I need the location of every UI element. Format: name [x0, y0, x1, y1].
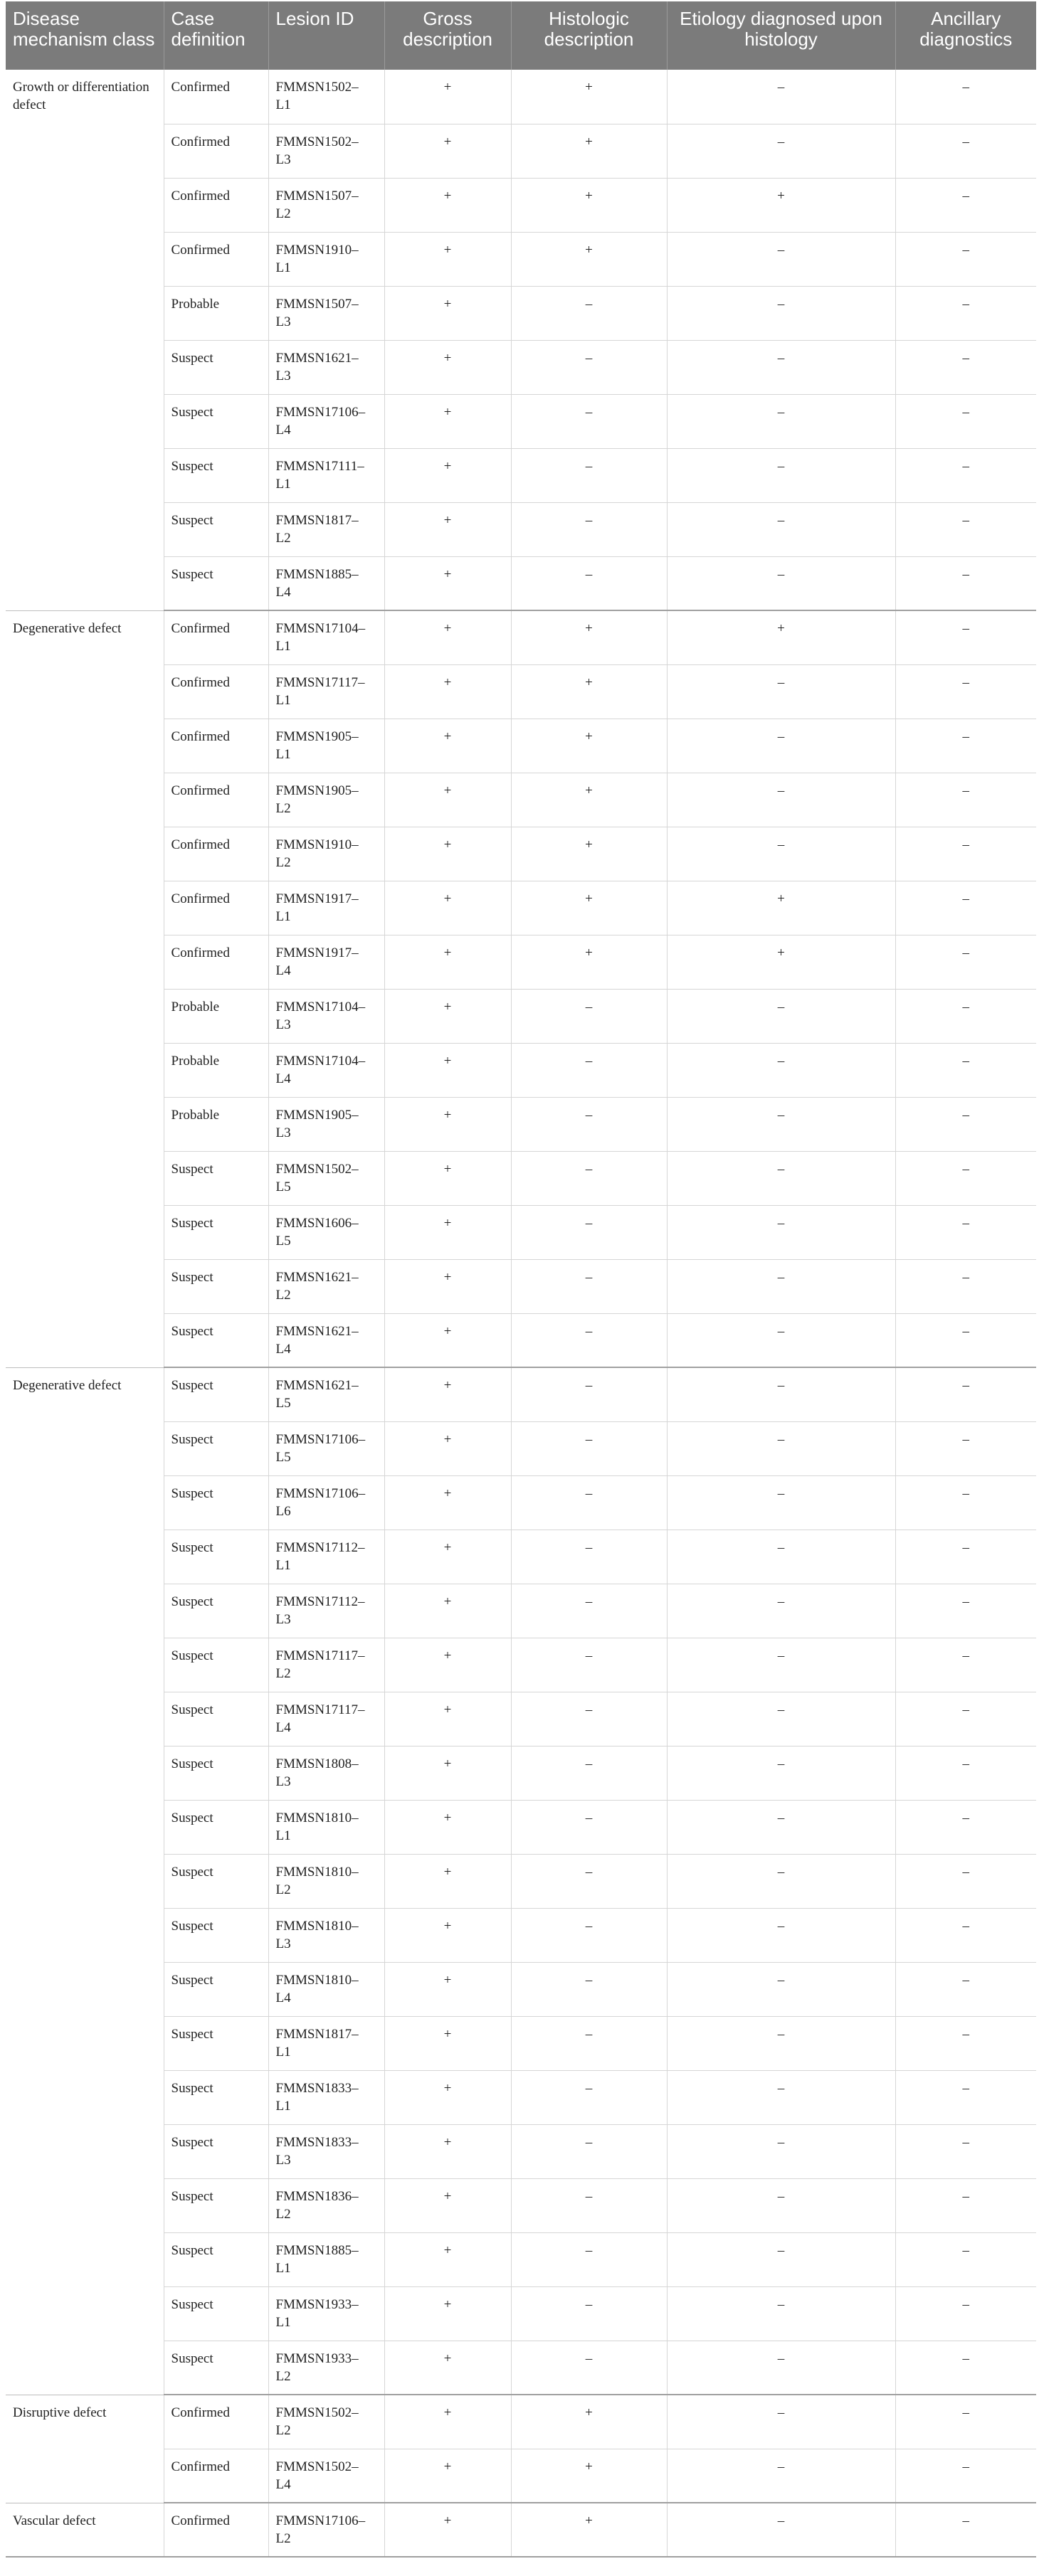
- etiology-cell: –: [667, 2178, 895, 2232]
- case-definition-cell: Suspect: [164, 340, 268, 394]
- lesion-id-cell: FMMSN1621– L4: [268, 1313, 384, 1367]
- lesion-id-cell: FMMSN17112– L3: [268, 1584, 384, 1638]
- histologic-description-cell: +: [511, 2503, 667, 2557]
- table-row: [6, 2503, 1036, 2557]
- ancillary-diagnostics-cell: –: [895, 70, 1036, 124]
- etiology-cell: –: [667, 1962, 895, 2016]
- gross-description-cell: +: [384, 286, 511, 340]
- header-etiology-diagnosed: Etiology diagnosed upon histology: [667, 1, 895, 70]
- etiology-cell: –: [667, 1367, 895, 1421]
- histologic-description-cell: –: [511, 1259, 667, 1313]
- gross-description-cell: +: [384, 2449, 511, 2503]
- ancillary-diagnostics-cell: –: [895, 2124, 1036, 2178]
- gross-description-cell: +: [384, 2070, 511, 2124]
- lesion-id-cell: FMMSN17106– L6: [268, 1475, 384, 1530]
- case-definition-cell: Confirmed: [164, 70, 268, 124]
- lesion-id-cell: FMMSN17117– L4: [268, 1692, 384, 1746]
- case-definition-cell: Suspect: [164, 1962, 268, 2016]
- case-definition-cell: Confirmed: [164, 773, 268, 827]
- lesion-id-cell: FMMSN17104– L1: [268, 610, 384, 664]
- case-definition-cell: Suspect: [164, 2124, 268, 2178]
- histologic-description-cell: +: [511, 935, 667, 989]
- case-definition-cell: Suspect: [164, 1638, 268, 1692]
- histologic-description-cell: –: [511, 1043, 667, 1097]
- gross-description-cell: +: [384, 989, 511, 1043]
- lesion-id-cell: FMMSN1910– L2: [268, 827, 384, 881]
- lesion-id-cell: FMMSN17104– L4: [268, 1043, 384, 1097]
- case-definition-cell: Confirmed: [164, 881, 268, 935]
- ancillary-diagnostics-cell: –: [895, 178, 1036, 232]
- ancillary-diagnostics-cell: –: [895, 2341, 1036, 2395]
- etiology-cell: +: [667, 610, 895, 664]
- header-histologic-description: Histologic description: [511, 1, 667, 70]
- gross-description-cell: +: [384, 1421, 511, 1475]
- etiology-cell: –: [667, 1475, 895, 1530]
- lesion-id-cell: FMMSN1621– L3: [268, 340, 384, 394]
- etiology-cell: –: [667, 989, 895, 1043]
- histologic-description-cell: –: [511, 989, 667, 1043]
- histologic-description-cell: +: [511, 827, 667, 881]
- histologic-description-cell: –: [511, 2232, 667, 2286]
- table-row: [6, 2395, 1036, 2449]
- lesion-id-cell: FMMSN1810– L3: [268, 1908, 384, 1962]
- etiology-cell: –: [667, 556, 895, 610]
- table-row: [6, 70, 1036, 124]
- case-definition-cell: Suspect: [164, 2341, 268, 2395]
- ancillary-diagnostics-cell: –: [895, 394, 1036, 448]
- case-definition-cell: Suspect: [164, 394, 268, 448]
- gross-description-cell: +: [384, 664, 511, 719]
- lesion-id-cell: FMMSN1833– L1: [268, 2070, 384, 2124]
- histologic-description-cell: –: [511, 1097, 667, 1151]
- ancillary-diagnostics-cell: –: [895, 881, 1036, 935]
- lesion-id-cell: FMMSN1502– L3: [268, 124, 384, 178]
- lesion-id-cell: FMMSN1810– L1: [268, 1800, 384, 1854]
- etiology-cell: –: [667, 2449, 895, 2503]
- lesion-table: [6, 1, 1036, 2558]
- histologic-description-cell: +: [511, 124, 667, 178]
- gross-description-cell: +: [384, 1800, 511, 1854]
- lesion-id-cell: FMMSN1817– L2: [268, 502, 384, 556]
- histologic-description-cell: +: [511, 664, 667, 719]
- histologic-description-cell: –: [511, 394, 667, 448]
- histologic-description-cell: +: [511, 70, 667, 124]
- ancillary-diagnostics-cell: –: [895, 1043, 1036, 1097]
- etiology-cell: –: [667, 394, 895, 448]
- etiology-cell: –: [667, 664, 895, 719]
- ancillary-diagnostics-cell: –: [895, 1746, 1036, 1800]
- lesion-id-cell: FMMSN1606– L5: [268, 1205, 384, 1259]
- table-row: [6, 610, 1036, 664]
- lesion-id-cell: FMMSN1833– L3: [268, 2124, 384, 2178]
- lesion-id-cell: FMMSN1905– L3: [268, 1097, 384, 1151]
- lesion-id-cell: FMMSN1905– L1: [268, 719, 384, 773]
- lesion-id-cell: FMMSN17106– L4: [268, 394, 384, 448]
- etiology-cell: –: [667, 1259, 895, 1313]
- gross-description-cell: +: [384, 1475, 511, 1530]
- etiology-cell: –: [667, 70, 895, 124]
- ancillary-diagnostics-cell: –: [895, 2016, 1036, 2070]
- histologic-description-cell: –: [511, 340, 667, 394]
- gross-description-cell: +: [384, 2395, 511, 2449]
- etiology-cell: –: [667, 340, 895, 394]
- histologic-description-cell: +: [511, 610, 667, 664]
- gross-description-cell: +: [384, 1854, 511, 1908]
- histologic-description-cell: –: [511, 1908, 667, 1962]
- lesion-id-cell: FMMSN1917– L1: [268, 881, 384, 935]
- ancillary-diagnostics-cell: –: [895, 1530, 1036, 1584]
- gross-description-cell: +: [384, 1043, 511, 1097]
- lesion-id-cell: FMMSN1905– L2: [268, 773, 384, 827]
- ancillary-diagnostics-cell: –: [895, 556, 1036, 610]
- table-body: [6, 70, 1036, 2557]
- ancillary-diagnostics-cell: –: [895, 1313, 1036, 1367]
- histologic-description-cell: –: [511, 2178, 667, 2232]
- case-definition-cell: Confirmed: [164, 2449, 268, 2503]
- etiology-cell: –: [667, 719, 895, 773]
- ancillary-diagnostics-cell: –: [895, 989, 1036, 1043]
- lesion-id-cell: FMMSN1507– L2: [268, 178, 384, 232]
- histologic-description-cell: –: [511, 2286, 667, 2341]
- histologic-description-cell: –: [511, 286, 667, 340]
- lesion-id-cell: FMMSN1810– L4: [268, 1962, 384, 2016]
- gross-description-cell: +: [384, 178, 511, 232]
- etiology-cell: –: [667, 2286, 895, 2341]
- case-definition-cell: Confirmed: [164, 719, 268, 773]
- ancillary-diagnostics-cell: –: [895, 773, 1036, 827]
- etiology-cell: –: [667, 827, 895, 881]
- histologic-description-cell: –: [511, 2341, 667, 2395]
- histologic-description-cell: –: [511, 1800, 667, 1854]
- case-definition-cell: Confirmed: [164, 124, 268, 178]
- ancillary-diagnostics-cell: –: [895, 2503, 1036, 2557]
- case-definition-cell: Suspect: [164, 1584, 268, 1638]
- gross-description-cell: +: [384, 935, 511, 989]
- histologic-description-cell: +: [511, 2395, 667, 2449]
- case-definition-cell: Confirmed: [164, 232, 268, 286]
- ancillary-diagnostics-cell: –: [895, 827, 1036, 881]
- histologic-description-cell: –: [511, 1205, 667, 1259]
- ancillary-diagnostics-cell: –: [895, 2070, 1036, 2124]
- ancillary-diagnostics-cell: –: [895, 1962, 1036, 2016]
- case-definition-cell: Suspect: [164, 1746, 268, 1800]
- gross-description-cell: +: [384, 1584, 511, 1638]
- histologic-description-cell: +: [511, 719, 667, 773]
- lesion-id-cell: FMMSN1502– L4: [268, 2449, 384, 2503]
- etiology-cell: –: [667, 1638, 895, 1692]
- histologic-description-cell: –: [511, 1854, 667, 1908]
- etiology-cell: –: [667, 1097, 895, 1151]
- lesion-id-cell: FMMSN1836– L2: [268, 2178, 384, 2232]
- gross-description-cell: +: [384, 1908, 511, 1962]
- etiology-cell: –: [667, 1692, 895, 1746]
- ancillary-diagnostics-cell: –: [895, 664, 1036, 719]
- case-definition-cell: Suspect: [164, 1313, 268, 1367]
- histologic-description-cell: +: [511, 773, 667, 827]
- case-definition-cell: Suspect: [164, 502, 268, 556]
- case-definition-cell: Probable: [164, 989, 268, 1043]
- lesion-id-cell: FMMSN17112– L1: [268, 1530, 384, 1584]
- etiology-cell: –: [667, 2503, 895, 2557]
- gross-description-cell: +: [384, 719, 511, 773]
- etiology-cell: –: [667, 1421, 895, 1475]
- lesion-id-cell: FMMSN1817– L1: [268, 2016, 384, 2070]
- gross-description-cell: +: [384, 610, 511, 664]
- ancillary-diagnostics-cell: –: [895, 719, 1036, 773]
- histologic-description-cell: –: [511, 448, 667, 502]
- lesion-id-cell: FMMSN1810– L2: [268, 1854, 384, 1908]
- lesion-id-cell: FMMSN1917– L4: [268, 935, 384, 989]
- case-definition-cell: Suspect: [164, 1421, 268, 1475]
- histologic-description-cell: +: [511, 178, 667, 232]
- etiology-cell: –: [667, 1205, 895, 1259]
- histologic-description-cell: –: [511, 502, 667, 556]
- case-definition-cell: Suspect: [164, 2016, 268, 2070]
- etiology-cell: –: [667, 2070, 895, 2124]
- histologic-description-cell: –: [511, 1367, 667, 1421]
- lesion-id-cell: FMMSN17106– L5: [268, 1421, 384, 1475]
- header-ancillary-diagnostics: Ancillary diagnostics: [895, 1, 1036, 70]
- lesion-id-cell: FMMSN1885– L4: [268, 556, 384, 610]
- gross-description-cell: +: [384, 1205, 511, 1259]
- header-row: [6, 1, 1036, 70]
- histologic-description-cell: –: [511, 556, 667, 610]
- etiology-cell: –: [667, 2232, 895, 2286]
- histologic-description-cell: –: [511, 2124, 667, 2178]
- histologic-description-cell: –: [511, 1530, 667, 1584]
- gross-description-cell: +: [384, 1151, 511, 1205]
- ancillary-diagnostics-cell: –: [895, 340, 1036, 394]
- ancillary-diagnostics-cell: –: [895, 1584, 1036, 1638]
- gross-description-cell: +: [384, 124, 511, 178]
- case-definition-cell: Probable: [164, 1043, 268, 1097]
- lesion-id-cell: FMMSN1621– L5: [268, 1367, 384, 1421]
- gross-description-cell: +: [384, 1746, 511, 1800]
- case-definition-cell: Suspect: [164, 556, 268, 610]
- case-definition-cell: Confirmed: [164, 935, 268, 989]
- case-definition-cell: Suspect: [164, 1908, 268, 1962]
- case-definition-cell: Confirmed: [164, 664, 268, 719]
- etiology-cell: –: [667, 286, 895, 340]
- ancillary-diagnostics-cell: –: [895, 124, 1036, 178]
- ancillary-diagnostics-cell: –: [895, 1908, 1036, 1962]
- gross-description-cell: +: [384, 448, 511, 502]
- ancillary-diagnostics-cell: –: [895, 1692, 1036, 1746]
- lesion-id-cell: FMMSN1933– L1: [268, 2286, 384, 2341]
- gross-description-cell: +: [384, 1367, 511, 1421]
- gross-description-cell: +: [384, 1313, 511, 1367]
- lesion-id-cell: FMMSN17111– L1: [268, 448, 384, 502]
- histologic-description-cell: +: [511, 881, 667, 935]
- gross-description-cell: +: [384, 502, 511, 556]
- etiology-cell: –: [667, 1043, 895, 1097]
- case-definition-cell: Suspect: [164, 1800, 268, 1854]
- ancillary-diagnostics-cell: –: [895, 1151, 1036, 1205]
- header-lesion-id: Lesion ID: [268, 1, 384, 70]
- histologic-description-cell: –: [511, 1421, 667, 1475]
- case-definition-cell: Suspect: [164, 1530, 268, 1584]
- etiology-cell: –: [667, 773, 895, 827]
- ancillary-diagnostics-cell: –: [895, 2395, 1036, 2449]
- gross-description-cell: +: [384, 2286, 511, 2341]
- gross-description-cell: +: [384, 2341, 511, 2395]
- etiology-cell: –: [667, 2124, 895, 2178]
- histologic-description-cell: –: [511, 1313, 667, 1367]
- case-definition-cell: Suspect: [164, 2286, 268, 2341]
- disease-mechanism-class-cell: Growth or differentiation defect: [6, 70, 164, 610]
- lesion-id-cell: FMMSN1885– L1: [268, 2232, 384, 2286]
- ancillary-diagnostics-cell: –: [895, 2178, 1036, 2232]
- ancillary-diagnostics-cell: –: [895, 935, 1036, 989]
- table-header: [6, 1, 1036, 70]
- case-definition-cell: Suspect: [164, 2178, 268, 2232]
- gross-description-cell: +: [384, 1962, 511, 2016]
- etiology-cell: –: [667, 1800, 895, 1854]
- etiology-cell: –: [667, 1746, 895, 1800]
- histologic-description-cell: –: [511, 2016, 667, 2070]
- ancillary-diagnostics-cell: –: [895, 1097, 1036, 1151]
- lesion-id-cell: FMMSN17104– L3: [268, 989, 384, 1043]
- case-definition-cell: Suspect: [164, 1475, 268, 1530]
- etiology-cell: –: [667, 1530, 895, 1584]
- etiology-cell: –: [667, 2395, 895, 2449]
- lesion-id-cell: FMMSN1808– L3: [268, 1746, 384, 1800]
- case-definition-cell: Confirmed: [164, 2395, 268, 2449]
- lesion-id-cell: FMMSN17117– L1: [268, 664, 384, 719]
- case-definition-cell: Suspect: [164, 1854, 268, 1908]
- etiology-cell: –: [667, 1313, 895, 1367]
- etiology-cell: –: [667, 2341, 895, 2395]
- disease-mechanism-class-cell: Degenerative defect: [6, 1367, 164, 2395]
- gross-description-cell: +: [384, 2124, 511, 2178]
- ancillary-diagnostics-cell: –: [895, 502, 1036, 556]
- gross-description-cell: +: [384, 773, 511, 827]
- ancillary-diagnostics-cell: –: [895, 2232, 1036, 2286]
- case-definition-cell: Suspect: [164, 2232, 268, 2286]
- etiology-cell: –: [667, 124, 895, 178]
- case-definition-cell: Suspect: [164, 1692, 268, 1746]
- case-definition-cell: Suspect: [164, 1367, 268, 1421]
- case-definition-cell: Confirmed: [164, 2503, 268, 2557]
- etiology-cell: –: [667, 2016, 895, 2070]
- etiology-cell: +: [667, 178, 895, 232]
- case-definition-cell: Probable: [164, 286, 268, 340]
- ancillary-diagnostics-cell: –: [895, 2449, 1036, 2503]
- gross-description-cell: +: [384, 1259, 511, 1313]
- gross-description-cell: +: [384, 70, 511, 124]
- case-definition-cell: Suspect: [164, 2070, 268, 2124]
- ancillary-diagnostics-cell: –: [895, 2286, 1036, 2341]
- histologic-description-cell: +: [511, 232, 667, 286]
- case-definition-cell: Probable: [164, 1097, 268, 1151]
- ancillary-diagnostics-cell: –: [895, 286, 1036, 340]
- ancillary-diagnostics-cell: –: [895, 1475, 1036, 1530]
- gross-description-cell: +: [384, 1692, 511, 1746]
- disease-mechanism-class-cell: Disruptive defect: [6, 2395, 164, 2503]
- table-row: [6, 1367, 1036, 1421]
- gross-description-cell: +: [384, 881, 511, 935]
- gross-description-cell: +: [384, 1638, 511, 1692]
- gross-description-cell: +: [384, 556, 511, 610]
- histologic-description-cell: –: [511, 1151, 667, 1205]
- case-definition-cell: Suspect: [164, 1205, 268, 1259]
- gross-description-cell: +: [384, 2016, 511, 2070]
- ancillary-diagnostics-cell: –: [895, 1854, 1036, 1908]
- header-gross-description: Gross description: [384, 1, 511, 70]
- lesion-id-cell: FMMSN1502– L5: [268, 1151, 384, 1205]
- disease-mechanism-class-cell: Vascular defect: [6, 2503, 164, 2557]
- case-definition-cell: Confirmed: [164, 178, 268, 232]
- gross-description-cell: +: [384, 827, 511, 881]
- case-definition-cell: Suspect: [164, 448, 268, 502]
- ancillary-diagnostics-cell: –: [895, 1638, 1036, 1692]
- gross-description-cell: +: [384, 2178, 511, 2232]
- lesion-id-cell: FMMSN1933– L2: [268, 2341, 384, 2395]
- lesion-id-cell: FMMSN1621– L2: [268, 1259, 384, 1313]
- histologic-description-cell: +: [511, 2449, 667, 2503]
- header-case-definition: Case definition: [164, 1, 268, 70]
- case-definition-cell: Suspect: [164, 1151, 268, 1205]
- gross-description-cell: +: [384, 232, 511, 286]
- gross-description-cell: +: [384, 2232, 511, 2286]
- lesion-id-cell: FMMSN1507– L3: [268, 286, 384, 340]
- etiology-cell: +: [667, 935, 895, 989]
- lesion-id-cell: FMMSN1910– L1: [268, 232, 384, 286]
- ancillary-diagnostics-cell: –: [895, 1205, 1036, 1259]
- gross-description-cell: +: [384, 1530, 511, 1584]
- etiology-cell: +: [667, 881, 895, 935]
- ancillary-diagnostics-cell: –: [895, 1259, 1036, 1313]
- ancillary-diagnostics-cell: –: [895, 610, 1036, 664]
- gross-description-cell: +: [384, 2503, 511, 2557]
- etiology-cell: –: [667, 502, 895, 556]
- gross-description-cell: +: [384, 1097, 511, 1151]
- lesion-id-cell: FMMSN17117– L2: [268, 1638, 384, 1692]
- ancillary-diagnostics-cell: –: [895, 1421, 1036, 1475]
- case-definition-cell: Confirmed: [164, 610, 268, 664]
- histologic-description-cell: –: [511, 1584, 667, 1638]
- histologic-description-cell: –: [511, 1692, 667, 1746]
- case-definition-cell: Confirmed: [164, 827, 268, 881]
- ancillary-diagnostics-cell: –: [895, 232, 1036, 286]
- gross-description-cell: +: [384, 340, 511, 394]
- etiology-cell: –: [667, 1854, 895, 1908]
- disease-mechanism-class-cell: Degenerative defect: [6, 610, 164, 1367]
- etiology-cell: –: [667, 1151, 895, 1205]
- histologic-description-cell: –: [511, 1962, 667, 2016]
- etiology-cell: –: [667, 1908, 895, 1962]
- case-definition-cell: Suspect: [164, 1259, 268, 1313]
- etiology-cell: –: [667, 1584, 895, 1638]
- etiology-cell: –: [667, 232, 895, 286]
- ancillary-diagnostics-cell: –: [895, 1800, 1036, 1854]
- etiology-cell: –: [667, 448, 895, 502]
- histologic-description-cell: –: [511, 2070, 667, 2124]
- histologic-description-cell: –: [511, 1475, 667, 1530]
- histologic-description-cell: –: [511, 1638, 667, 1692]
- lesion-id-cell: FMMSN1502– L1: [268, 70, 384, 124]
- header-disease-mechanism-class: Disease mechanism class: [6, 1, 164, 70]
- histologic-description-cell: –: [511, 1746, 667, 1800]
- lesion-id-cell: FMMSN1502– L2: [268, 2395, 384, 2449]
- ancillary-diagnostics-cell: –: [895, 448, 1036, 502]
- lesion-id-cell: FMMSN17106– L2: [268, 2503, 384, 2557]
- gross-description-cell: +: [384, 394, 511, 448]
- ancillary-diagnostics-cell: –: [895, 1367, 1036, 1421]
